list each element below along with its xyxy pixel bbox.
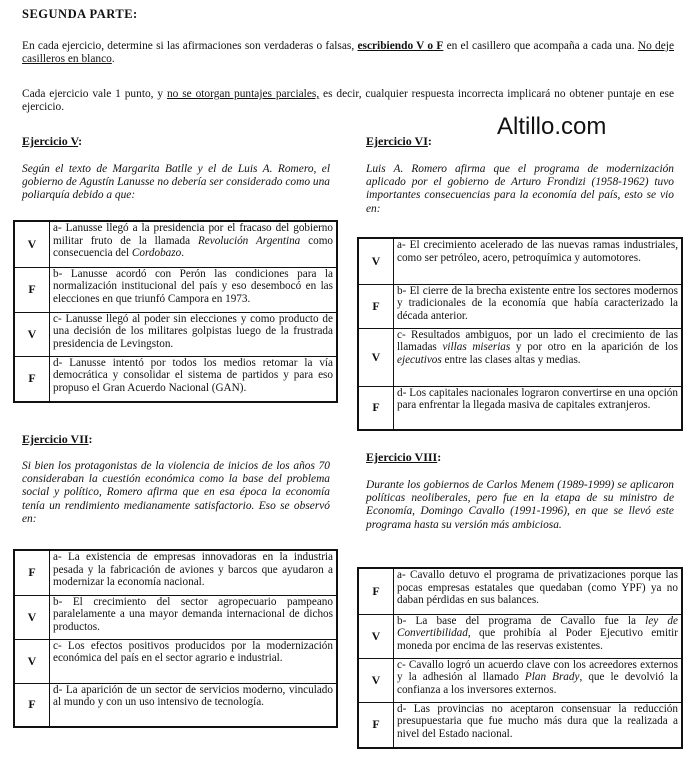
statement-text: b- El cierre de la brecha existente entre los sectores modernos y tradicionales de la economía que había caracterizado la década anterior.: [397, 284, 678, 322]
statement-text: a- Cavallo detuvo el programa de privatizaciones porque las pocas empresas estatales que quedaban (como YPF) ya no daban pérdidas en sus balances.: [397, 569, 678, 607]
statement-cell: [394, 568, 683, 614]
exercise-5-intro: Según el texto de Margarita Batlle y el de Luis A. Romero, el gobierno de Agustín Lanusse no debería ser considerado como una poliarquía debido a que:: [22, 163, 330, 202]
table-row: [14, 356, 337, 402]
statement-text: b- La base del programa de Cavallo fue la: [397, 614, 646, 627]
statement-text: d- Las provincias no aceptaron consensuar la reducción presupuestaria que fue mucho más dura que la realizada a nivel del Estado nacional.: [397, 702, 678, 740]
table-row: [14, 550, 337, 595]
statement-cell: [394, 386, 683, 430]
table-row: [14, 595, 337, 639]
statement-text: c- Lanusse llegó al poder sin elecciones y como producto de una decisión de los militares golpistas luego de la frustrada presidencia de Levingston.: [53, 312, 333, 350]
statement-text: c- Cavallo logró un acuerdo clave con los acreedores externos y la adhesión al llamado: [397, 658, 678, 684]
instructions-paragraph-2: [22, 88, 674, 114]
answer-cell[interactable]: F: [358, 284, 394, 328]
statement-text: d- La aparición de un sector de servicios moderno, vinculado al mundo y con un uso intensivo de tecnología.: [53, 683, 333, 709]
statement-text: b- Lanusse acordó con Perón las condiciones para la normalización institucional del país y eso desembocó en las elecciones en que triunfó Campora en 1973.: [53, 267, 333, 305]
statement-text: a- La existencia de empresas innovadoras en la industria pesada y la fabricación de aviones y barcos que ayudaron a modernizar la economía nacional.: [53, 551, 333, 589]
statement-italic: Cordobazo: [131, 247, 182, 260]
exercise-5-heading: [22, 135, 82, 148]
statement-cell: [50, 356, 338, 402]
statement-text: a- Lanusse llegó a la presidencia por el fracaso del gobierno militar fruto de la llamada: [53, 222, 333, 247]
answer-cell[interactable]: F: [358, 386, 394, 430]
table-row: [358, 328, 682, 386]
exercise-6-colon: :: [427, 134, 432, 148]
table-row: [358, 702, 682, 748]
statement-cell: [50, 683, 338, 727]
statement-cell: [394, 614, 683, 658]
exercise-7-table: [13, 549, 338, 728]
exercise-7-label: Ejercicio VII: [22, 432, 89, 446]
answer-cell[interactable]: F: [14, 550, 50, 595]
instr1-text-b: en el casillero que acompaña a cada una.: [443, 40, 638, 52]
statement-cell: [394, 702, 683, 748]
instr1-emphasis-2: No deje casilleros en blanco: [22, 40, 675, 66]
statement-italic: villas miserias: [442, 341, 511, 354]
table-row: [358, 238, 682, 284]
exercise-6-label: Ejercicio VI: [366, 134, 428, 148]
answer-cell[interactable]: V: [358, 238, 394, 284]
exercise-5-colon: :: [78, 134, 83, 148]
exercise-7-heading: [22, 433, 93, 446]
statement-cell: [50, 221, 338, 267]
instr2-emphasis: no se otorgan puntajes parciales,: [166, 88, 320, 100]
exercise-7-intro: Si bien los protagonistas de la violencia de inicios de los años 70 consideraban la cuestión económica como la base del problema social y político, Romero afirma que en esa época la economía tenía un rendimiento medianamente satisfactorio. Eso se observó en:: [22, 460, 330, 525]
exercise-8-intro: Durante los gobiernos de Carlos Menem (1989-1999) se aplicaron políticas neoliberales, pero fue en la etapa de su ministro de Economía, Domingo Cavallo (1991-1996), en que se llevó este programa hasta su versión más ambiciosa.: [366, 479, 674, 531]
statement-text: y por otro en la aparición de los: [510, 341, 678, 354]
section-title: SEGUNDA PARTE:: [22, 7, 138, 21]
answer-cell[interactable]: V: [14, 312, 50, 356]
exercise-6-heading: [366, 135, 432, 148]
exercise-8-heading: [366, 451, 441, 464]
statement-cell: [394, 328, 683, 386]
answer-cell[interactable]: F: [14, 683, 50, 727]
answer-cell[interactable]: F: [14, 267, 50, 312]
statement-text: como consecuencia del: [53, 234, 334, 260]
exercise-7-colon: :: [88, 432, 93, 446]
table-row: [14, 683, 337, 727]
answer-cell[interactable]: V: [358, 658, 394, 702]
statement-italic: ejecutivos: [397, 353, 442, 366]
answer-cell[interactable]: V: [14, 595, 50, 639]
table-row: [358, 614, 682, 658]
exercise-6-intro: Luis A. Romero afirma que el programa de modernización aplicado por el gobierno de Arturo Frondizi (1958-1962) tuvo importantes consecuencias para la economía del país, esto se vio en:: [366, 163, 674, 215]
statement-cell: [50, 639, 338, 683]
exercise-8-label: Ejercicio VIII: [366, 450, 438, 464]
statement-text: d- Los capitales nacionales lograron convertirse en una opción para enfrentar la llegada masiva de capitales extranjeros.: [397, 386, 678, 412]
statement-italic: Plan Brady: [524, 671, 580, 684]
instructions-paragraph-1: [22, 40, 674, 66]
exercise-8-table: [357, 567, 683, 749]
instr2-text-a: Cada ejercicio vale 1 punto, y: [22, 88, 167, 100]
table-row: [14, 639, 337, 683]
statement-text: d- Lanusse intentó por todos los medios retomar la vía democrática y consolidar el sistema de partidos y para eso propuso el Gran Acuerdo Nacional (GAN).: [53, 356, 333, 394]
answer-cell[interactable]: F: [358, 702, 394, 748]
answer-cell[interactable]: V: [358, 614, 394, 658]
instr2-text-b: es decir, cualquier respuesta incorrecta implicará no obtener puntaje en ese ejercicio.: [22, 88, 675, 114]
statement-text: a- El crecimiento acelerado de las nuevas ramas industriales, como ser petróleo, acero, petroquímica y automotores.: [397, 239, 678, 264]
statement-text: , que le devolvió la confianza a los inversores externos.: [397, 671, 678, 696]
table-row: [14, 267, 337, 312]
statement-text: , que prohibía al Poder Ejecutivo emitir moneda por encima de las reservas existentes.: [397, 627, 678, 652]
statement-text: entre las clases altas y medias.: [441, 353, 581, 366]
statement-italic: Revolución Argentina: [197, 234, 301, 247]
statement-cell: [50, 550, 338, 595]
answer-cell[interactable]: V: [14, 639, 50, 683]
statement-text: .: [181, 247, 185, 260]
answer-cell[interactable]: V: [14, 221, 50, 267]
statement-cell: [50, 267, 338, 312]
table-row: [14, 221, 337, 267]
answer-cell[interactable]: F: [358, 568, 394, 614]
instr1-emphasis: escribiendo V o F: [357, 40, 444, 52]
exercise-5-table: [13, 220, 338, 403]
statement-cell: [50, 595, 338, 639]
statement-text: c- Los efectos positivos producidos por la modernización económica del país en el sector agrario e industrial.: [53, 639, 333, 665]
statement-text: b- El crecimiento del sector agropecuario pampeano paralelamente a una mayor demanda internacional de dichos productos.: [53, 595, 333, 633]
table-row: [358, 568, 682, 614]
instr1-text-c: .: [111, 53, 115, 66]
answer-cell[interactable]: F: [14, 356, 50, 402]
statement-cell: [394, 658, 683, 702]
table-row: [358, 284, 682, 328]
exercise-6-table: [357, 237, 683, 431]
statement-cell: [50, 312, 338, 356]
exercise-5-label: Ejercicio V: [22, 134, 79, 148]
statement-cell: [394, 238, 683, 284]
table-row: [14, 312, 337, 356]
exercise-8-colon: :: [437, 450, 442, 464]
statement-cell: [394, 284, 683, 328]
table-row: [358, 658, 682, 702]
instr1-text-a: En cada ejercicio, determine si las afirmaciones son verdaderas o falsas,: [22, 40, 358, 52]
watermark-logo: Altillo.com: [497, 113, 607, 140]
answer-cell[interactable]: V: [358, 328, 394, 386]
statement-italic: ley de Convertibilidad: [397, 614, 678, 640]
statement-text: c- Resultados ambiguos, por un lado el crecimiento de las llamadas: [397, 328, 678, 354]
table-row: [358, 386, 682, 430]
